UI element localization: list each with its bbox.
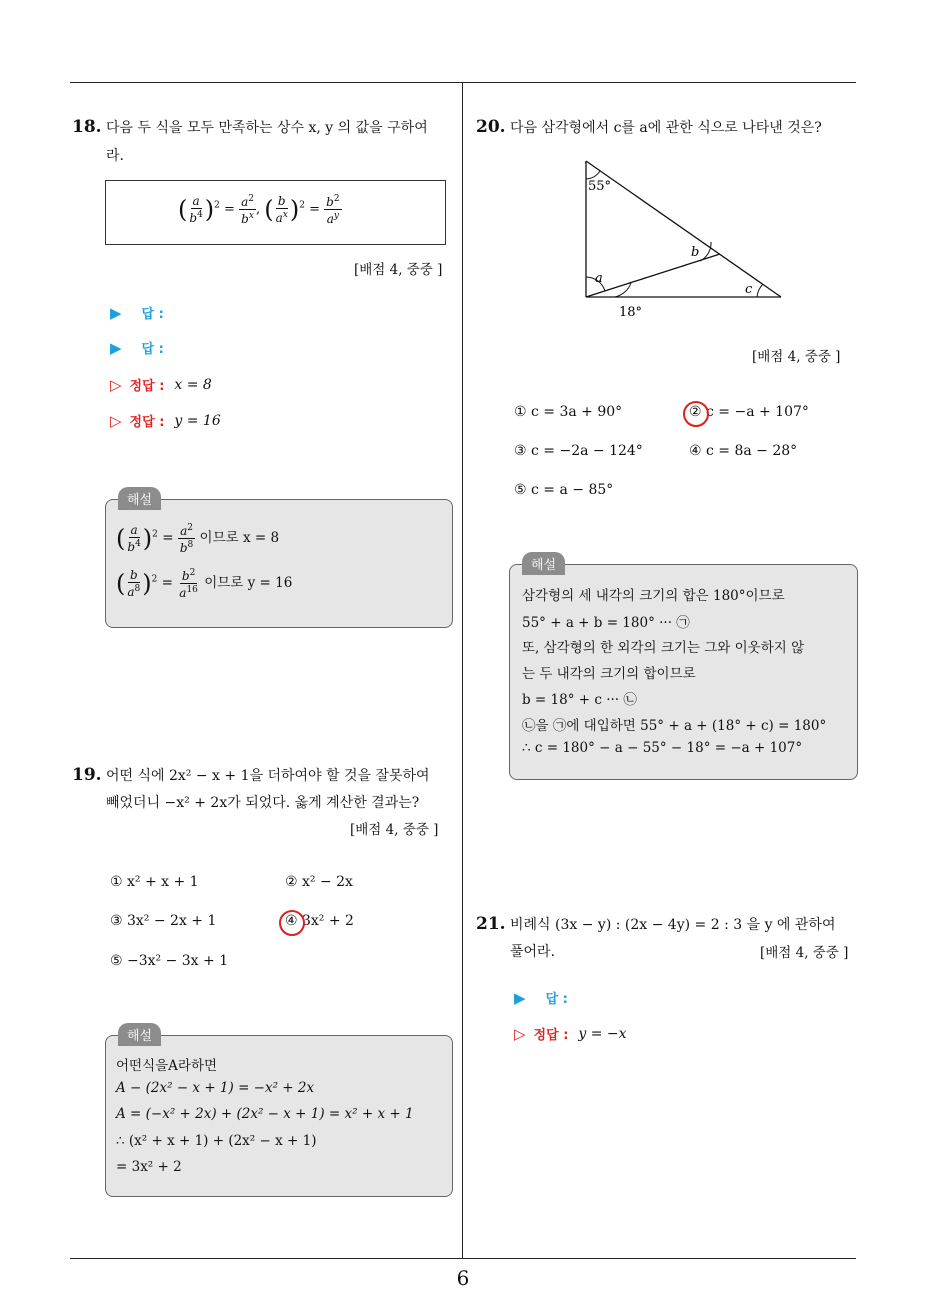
play-triangle-icon: ▶ [110, 303, 122, 322]
q18-condition-box [105, 180, 446, 245]
q21-number: 21. [476, 914, 506, 934]
q20-solution-line5: b = 18° + c ··· ㉡ [522, 692, 637, 708]
q19-option-2[interactable]: ② x² − 2x [285, 874, 353, 890]
q18-solution-tag: 해설 [118, 487, 161, 510]
q18-question-line2: 라. [106, 148, 124, 164]
q18-meta: [배점 4, 중중 ] [354, 262, 443, 278]
q20-number: 20. [476, 117, 506, 137]
q20-option-3[interactable]: ③ c = −2a − 124° [514, 443, 643, 459]
selected-answer-circle-icon [683, 401, 709, 427]
q19-meta: [배점 4, 중중 ] [350, 822, 439, 838]
selected-answer-circle-icon [279, 910, 305, 936]
q18-question-line1: 다음 두 식을 모두 만족하는 상수 x, y 의 값을 구하여 [106, 120, 428, 136]
q20-solution-line3: 또, 삼각형의 한 외각의 크기는 그와 이웃하지 않 [522, 640, 805, 656]
q19-solution-line4: ∴ (x² + x + 1) + (2x² − x + 1) [116, 1133, 317, 1149]
q19-solution-line1: 어떤식을A라하면 [116, 1058, 218, 1074]
q18-solution-line2: ( $\frac{b}{a^8}$ )$^2$ = $\frac{b^2}{a^{16}}$ 이므로 y = 16 [116, 567, 293, 600]
q19-option-4[interactable]: ④ 3x² + 2 [285, 913, 354, 929]
q21-meta: [배점 4, 중중 ] [760, 945, 849, 961]
q21-question-line1: 비례식 (3x − y) : (2x − 4y) = 2 : 3 을 y 에 관하여 [510, 917, 836, 933]
q19-option-1[interactable]: ① x² + x + 1 [110, 874, 199, 890]
q20-label-c: c [745, 282, 753, 297]
q19-question-line2: 빼었더니 −x² + 2x가 되었다. 옳게 계산한 결과는? [106, 795, 420, 811]
outline-triangle-icon: ▷ [110, 411, 122, 430]
outline-triangle-icon: ▷ [110, 375, 122, 394]
play-triangle-icon: ▶ [110, 338, 122, 357]
q19-solution-line3: A = (−x² + 2x) + (2x² − x + 1) = x² + x + 1 [116, 1106, 414, 1122]
q19-solution-line2: A − (2x² − x + 1) = −x² + 2x [116, 1080, 315, 1096]
top-rule [70, 82, 856, 83]
q20-solution-line4: 는 두 내각의 크기의 합이므로 [522, 666, 696, 682]
q18-correct-answer-1: ▷ 정답 : x = 8 [110, 375, 212, 394]
q18-answer-slot-1: ▶ 답 : [110, 303, 164, 322]
q20-option-5[interactable]: ⑤ c = a − 85° [514, 482, 614, 498]
q20-triangle-figure [575, 155, 795, 325]
q20-solution-tag: 해설 [522, 552, 565, 575]
q18-correct-answer-2: ▷ 정답 : y = 16 [110, 411, 221, 430]
q19-solution-tag: 해설 [118, 1023, 161, 1046]
q20-label-55: 55° [588, 179, 612, 194]
q20-question: 다음 삼각형에서 c를 a에 관한 식으로 나타낸 것은? [510, 120, 822, 136]
q20-option-1[interactable]: ① c = 3a + 90° [514, 404, 623, 420]
q20-label-b: b [691, 245, 700, 260]
q20-option-2[interactable]: ② c = −a + 107° [689, 404, 809, 420]
q20-label-a: a [595, 271, 603, 286]
q20-solution-line6: ㉡을 ㉠에 대입하면 55° + a + (18° + c) = 180° [522, 718, 827, 734]
bottom-rule [70, 1258, 856, 1259]
q19-option-5[interactable]: ⑤ −3x² − 3x + 1 [110, 953, 229, 969]
q21-answer-slot: ▶ 답 : [514, 988, 568, 1007]
outline-triangle-icon: ▷ [514, 1024, 526, 1043]
q19-option-3[interactable]: ③ 3x² − 2x + 1 [110, 913, 217, 929]
q19-solution-line5: = 3x² + 2 [116, 1159, 182, 1175]
play-triangle-icon: ▶ [514, 988, 526, 1007]
q20-label-18: 18° [619, 305, 643, 320]
q21-correct-answer: ▷ 정답 : y = −x [514, 1024, 627, 1043]
q18-number: 18. [72, 117, 102, 137]
q18-solution-box [105, 499, 453, 628]
column-divider [462, 82, 463, 1259]
q19-question-line1: 어떤 식에 2x² − x + 1을 더하여야 할 것을 잘못하여 [106, 768, 430, 784]
q19-number: 19. [72, 765, 102, 785]
q20-solution-line7: ∴ c = 180° − a − 55° − 18° = −a + 107° [522, 740, 803, 756]
q20-meta: [배점 4, 중중 ] [752, 349, 841, 365]
page-number: 6 [456, 1266, 470, 1290]
q18-answer-slot-2: ▶ 답 : [110, 338, 164, 357]
q21-question-line2: 풀어라. [510, 944, 556, 960]
q20-option-4[interactable]: ④ c = 8a − 28° [689, 443, 798, 459]
q18-condition-formula: ( $\frac{a}{b^4}$ )$^2$ = $\frac{a^2}{b^x}$ , ( $\frac{b}{a^x}$ )$^2$ = $\frac{b^2}{a^y}$ [178, 193, 340, 226]
q20-solution-line2: 55° + a + b = 180° ··· ㉠ [522, 615, 690, 631]
q18-solution-line1: ( $\frac{a}{b^4}$ )$^2$ = $\frac{a^2}{b^8}$ 이므로 x = 8 [116, 522, 280, 555]
q20-solution-line1: 삼각형의 세 내각의 크기의 합은 180°이므로 [522, 588, 785, 604]
